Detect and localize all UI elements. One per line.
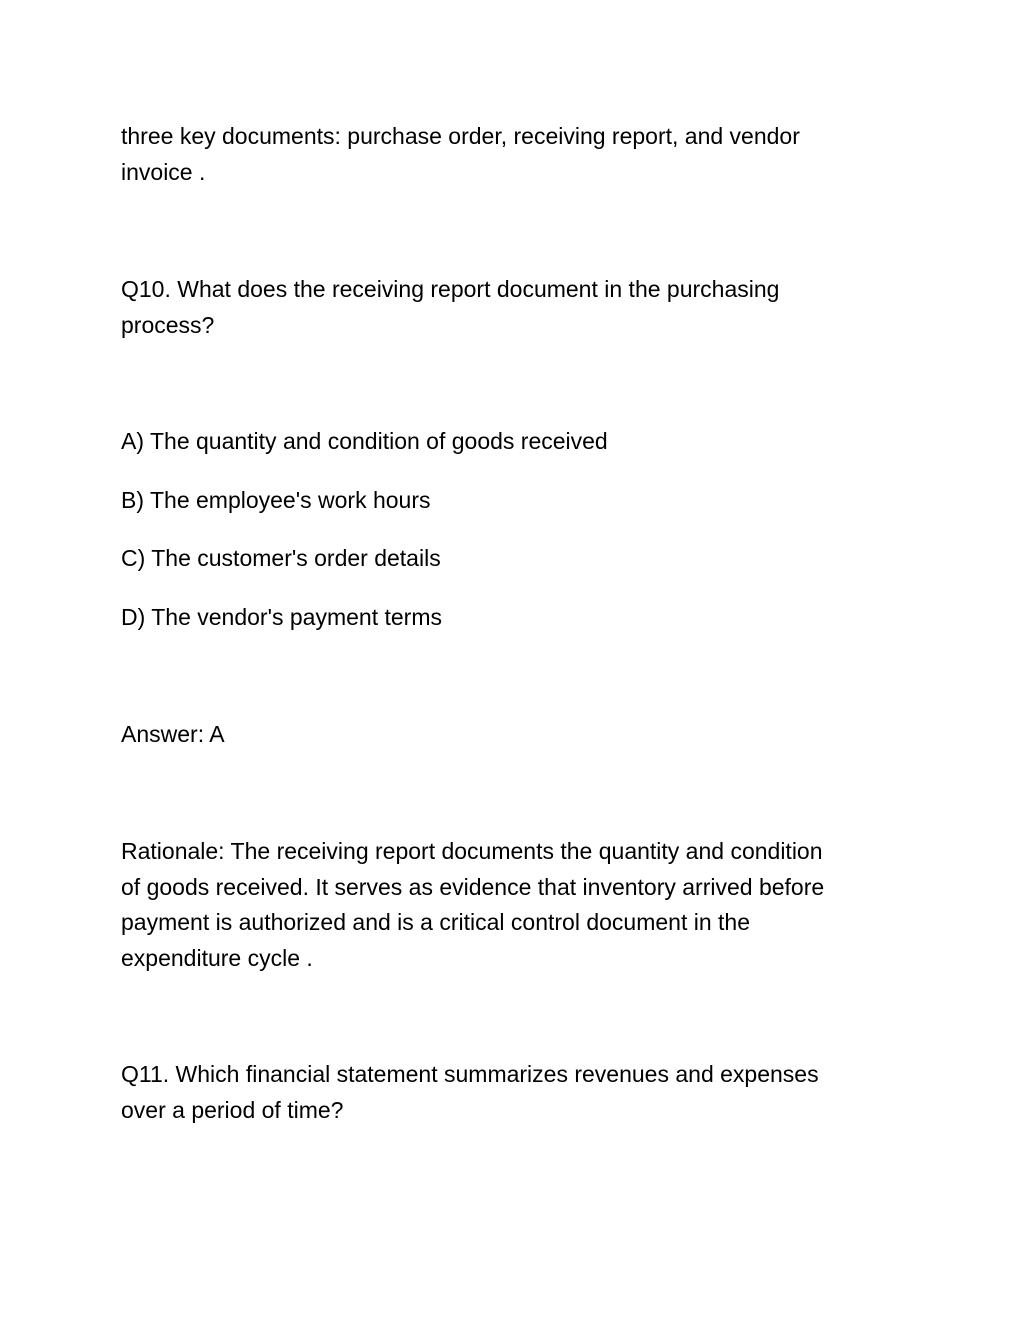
question-11-line-1: Q11. Which financial statement summarizes revenues and expenses [121, 1061, 819, 1087]
intro-paragraph [121, 119, 901, 190]
answer-line: Answer: A [121, 721, 225, 747]
option-a: A) The quantity and condition of goods received [121, 428, 608, 454]
rationale-line-4: expenditure cycle . [121, 944, 313, 971]
rationale-line-3: payment is authorized and is a critical control document in the [121, 909, 750, 935]
question-11-line-2: over a period of time? [121, 1096, 344, 1123]
rationale-paragraph [121, 834, 901, 976]
question-10 [121, 272, 901, 343]
option-c: C) The customer's order details [121, 545, 441, 571]
intro-line-2: invoice . [121, 158, 206, 185]
question-11 [121, 1057, 901, 1128]
option-b: B) The employee's work hours [121, 487, 431, 513]
rationale-line-1: Rationale: The receiving report documents the quantity and condition [121, 838, 823, 864]
question-10-line-1: Q10. What does the receiving report document in the purchasing [121, 276, 780, 302]
rationale-line-2: of goods received. It serves as evidence that inventory arrived before [121, 873, 825, 900]
option-d: D) The vendor's payment terms [121, 604, 442, 630]
question-10-line-2: process? [121, 311, 215, 338]
intro-line-1: three key documents: purchase order, receiving report, and vendor [121, 123, 800, 149]
